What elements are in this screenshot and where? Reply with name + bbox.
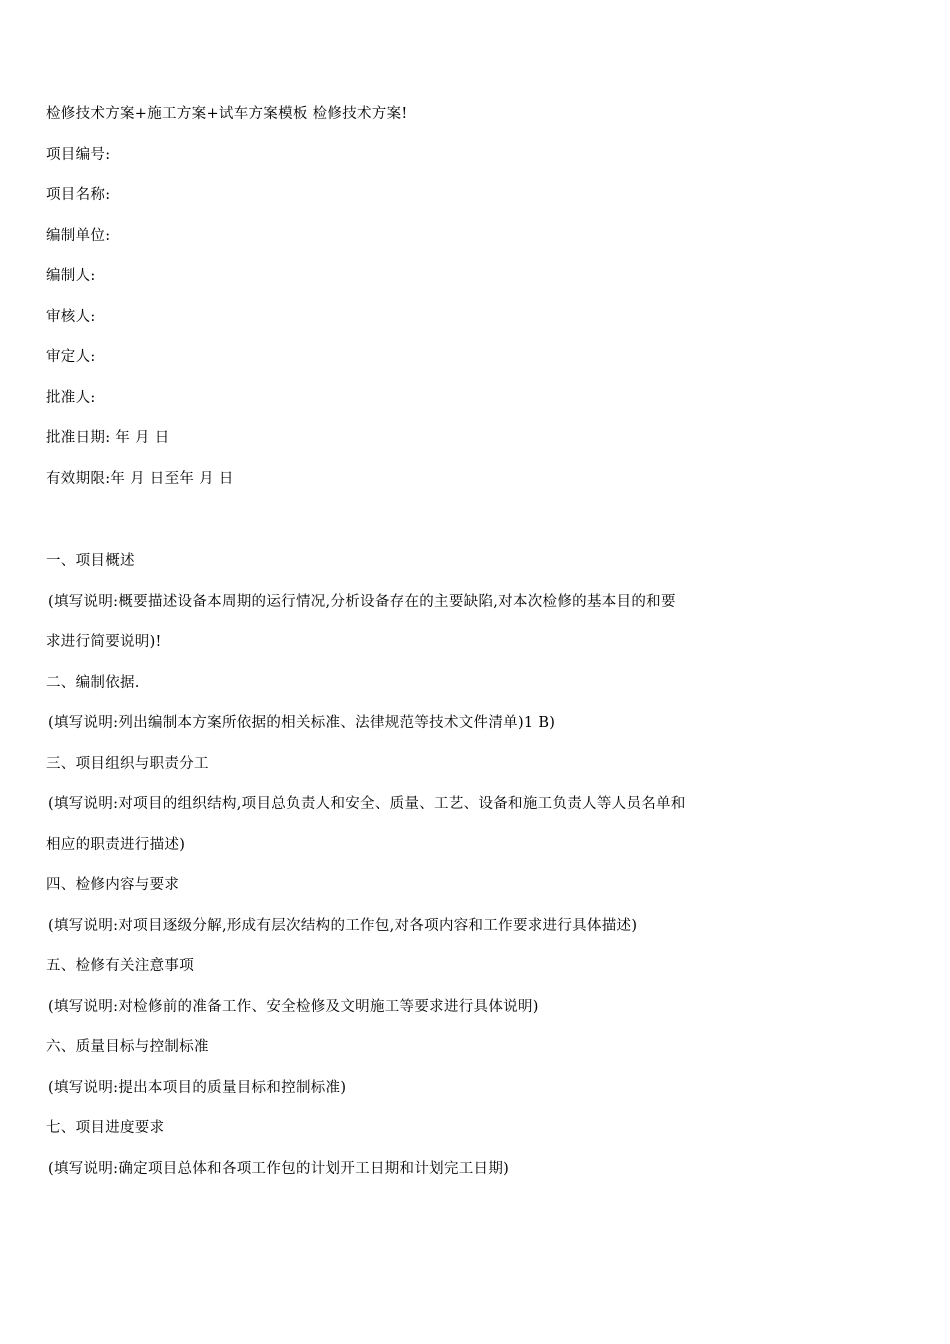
section-note: (填写说明:对项目逐级分解,形成有层次结构的工作包,对各项内容和工作要求进行具体描述) [48,918,638,934]
section-note-continued: 求进行简要说明)! [46,634,162,650]
section-note: (填写说明:对项目的组织结构,项目总负责人和安全、质量、工艺、设备和施工负责人等人员名单和 [48,796,686,812]
section-heading: 六、质量目标与控制标准 [46,1039,209,1055]
field-approver: 批准人: [46,390,96,406]
section-note: (填写说明:列出编制本方案所依据的相关标准、法律规范等技术文件清单)1 B) [48,715,556,731]
section-heading: 一、项目概述 [46,553,135,569]
field-project-name: 项目名称: [46,187,111,203]
section-note-continued: 相应的职责进行描述) [46,837,186,853]
field-compiling-unit: 编制单位: [46,228,111,244]
section-note: (填写说明:概要描述设备本周期的运行情况,分析设备存在的主要缺陷,对本次检修的基本目的和要 [48,594,676,610]
document-title: 检修技术方案+施工方案+试车方案模板 检修技术方案! [46,106,408,122]
field-examiner: 审定人: [46,349,96,365]
section-heading: 四、检修内容与要求 [46,877,180,893]
section-note: (填写说明:确定项目总体和各项工作包的计划开工日期和计划完工日期) [48,1161,510,1177]
section-heading: 三、项目组织与职责分工 [46,756,209,772]
field-validity-period: 有效期限:年 月 日至年 月 日 [46,471,234,487]
section-note: (填写说明:对检修前的准备工作、安全检修及文明施工等要求进行具体说明) [48,999,539,1015]
section-heading: 二、编制依据. [46,675,140,691]
section-note: (填写说明:提出本项目的质量目标和控制标准) [48,1080,347,1096]
field-approval-date: 批准日期: 年 月 日 [46,430,170,446]
section-heading: 五、检修有关注意事项 [46,958,194,974]
field-reviewer: 审核人: [46,309,96,325]
section-heading: 七、项目进度要求 [46,1120,165,1136]
field-project-number: 项目编号: [46,147,111,163]
field-compiler: 编制人: [46,268,96,284]
